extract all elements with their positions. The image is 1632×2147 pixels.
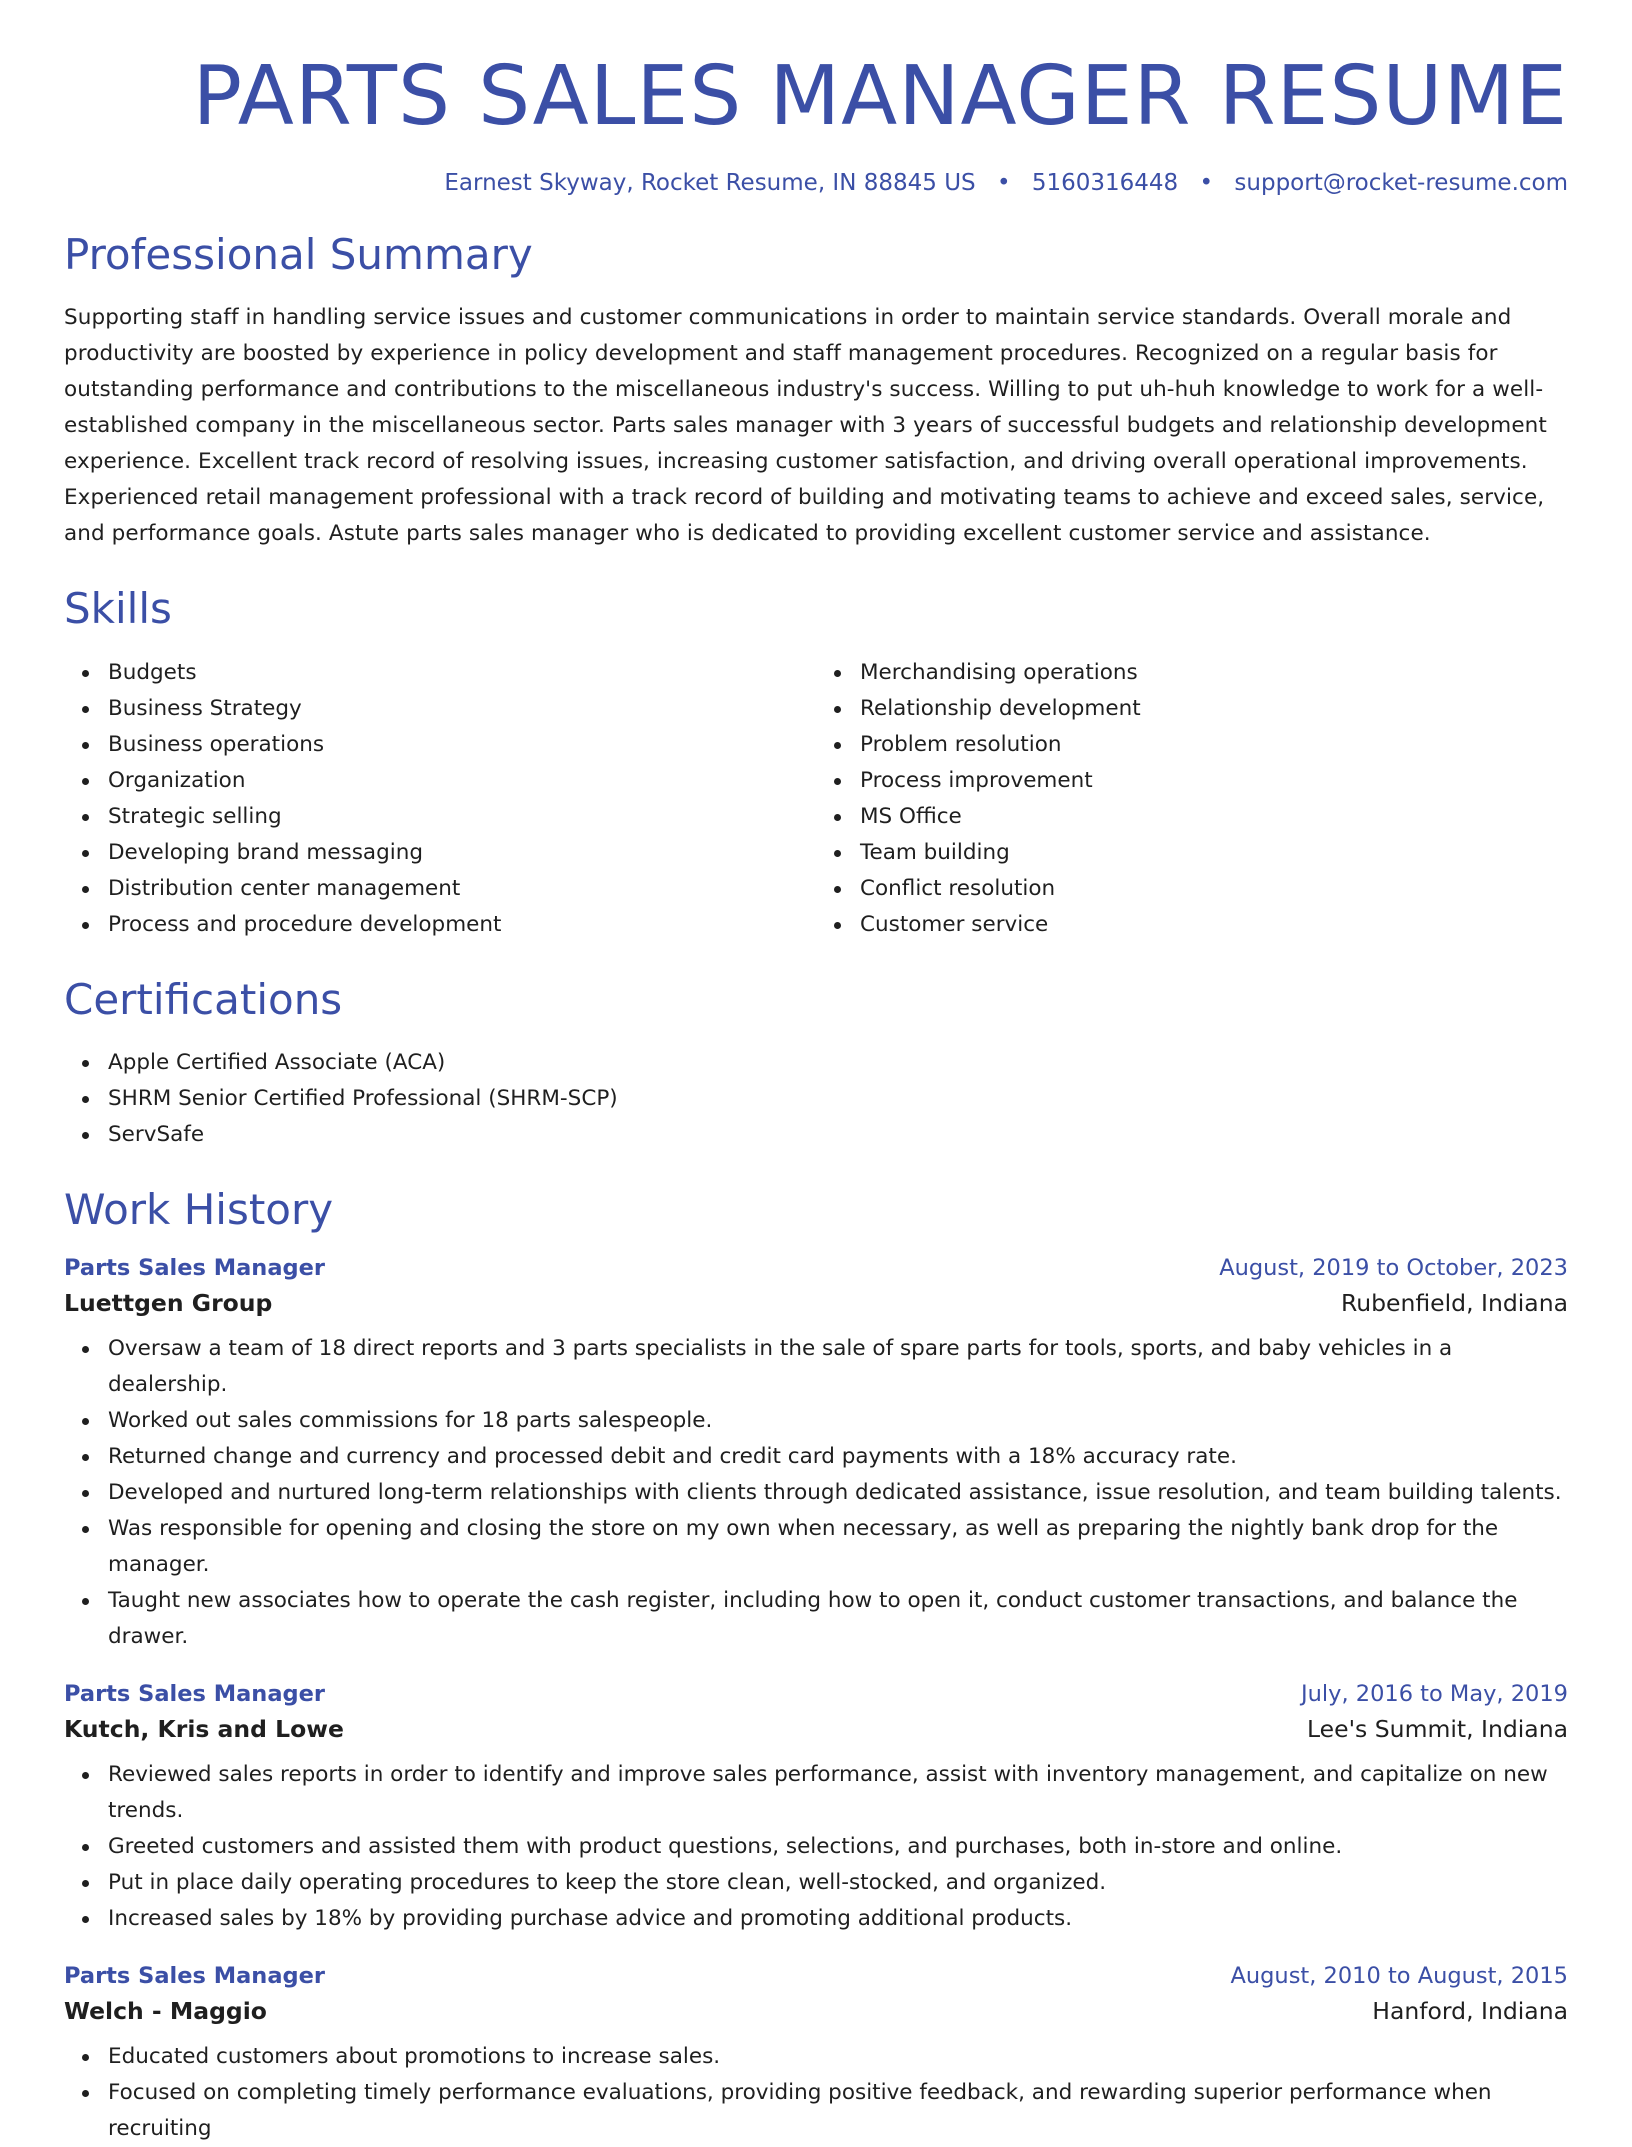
job-entry — [64, 1255, 1568, 1655]
job-bullet: Focused on completing timely performance evaluations, providing positive feedback, and rewarding superior performance when recruiting — [108, 2075, 1568, 2147]
job-entry — [64, 1963, 1568, 2147]
job-company-row — [64, 1997, 1568, 2025]
skills-heading: Skills — [64, 584, 172, 634]
summary-heading: Professional Summary — [64, 230, 533, 280]
contact-phone: 5160316448 — [1031, 170, 1179, 197]
job-bullet: Developed and nurtured long-term relationships with clients through dedicated assistance, issue resolution, and team building talents. — [108, 1475, 1568, 1511]
job-header-row — [64, 1963, 1568, 1989]
job-location: Lee's Summit, Indiana — [1306, 1714, 1568, 1743]
job-entry — [64, 1681, 1568, 1937]
skills-list-right — [816, 655, 1568, 943]
certifications-heading: Certifications — [64, 974, 343, 1024]
summary-text: Supporting staff in handling service issues and customer communications in order to maintain service standards. Overall morale and productivity are boosted by experience in policy development and staff management procedures. Recognized on a regular basis for outstanding performance and contributions to the miscellaneous industry's success. Willing to put uh-huh knowledge to work for a well-established company in the miscellaneous sector. Parts sales manager with 3 years of successful budgets and relationship development experience. Excellent track record of resolving issues, increasing customer satisfaction, and driving overall operational improvements. Experienced retail management professional with a track record of building and motivating teams to achieve and exceed sales, service, and performance goals. Astute parts sales manager who is dedicated to providing excellent customer service and assistance. — [64, 305, 1547, 547]
job-bullet: Educated customers about promotions to increase sales. — [108, 2039, 1568, 2075]
skill-item: Strategic selling — [108, 799, 816, 835]
skill-item: Business operations — [108, 727, 816, 763]
job-company: Luettgen Group — [64, 1288, 273, 1317]
skill-item: Organization — [108, 763, 816, 799]
skill-item: Business Strategy — [108, 691, 816, 727]
job-company: Kutch, Kris and Lowe — [64, 1714, 344, 1743]
skill-item: Budgets — [108, 655, 816, 691]
job-company-row — [64, 1715, 1568, 1743]
job-bullets — [64, 2039, 1568, 2147]
job-bullet: Was responsible for opening and closing the store on my own when necessary, as well as preparing the nightly bank drop for the manager. — [108, 1511, 1568, 1583]
job-bullet: Taught new associates how to operate the cash register, including how to open it, conduct customer transactions, and balance the drawer. — [108, 1583, 1568, 1655]
skill-item: Conflict resolution — [860, 871, 1568, 907]
job-bullets — [64, 1331, 1568, 1655]
work-history-heading: Work History — [64, 1184, 334, 1234]
contact-separator: • — [996, 170, 1011, 197]
job-location: Hanford, Indiana — [1372, 1996, 1568, 2025]
job-dates: July, 2016 to May, 2019 — [1300, 1680, 1568, 1707]
job-bullet: Worked out sales commissions for 18 parts salespeople. — [108, 1403, 1568, 1439]
contact-email: support@rocket-resume.com — [1234, 170, 1568, 197]
resume-title: PARTS SALES MANAGER RESUME — [192, 49, 1568, 144]
job-title: Parts Sales Manager — [64, 1680, 325, 1707]
skill-item: Distribution center management — [108, 871, 816, 907]
skill-item: Problem resolution — [860, 727, 1568, 763]
job-company-row — [64, 1289, 1568, 1317]
job-title: Parts Sales Manager — [64, 1254, 325, 1281]
job-location: Rubenfield, Indiana — [1340, 1288, 1568, 1317]
certification-item: SHRM Senior Certified Professional (SHRM-SCP) — [108, 1081, 1568, 1117]
skill-item: MS Office — [860, 799, 1568, 835]
skill-item: Team building — [860, 835, 1568, 871]
certification-item: ServSafe — [108, 1117, 1568, 1153]
job-bullet: Increased sales by 18% by providing purchase advice and promoting additional products. — [108, 1901, 1568, 1937]
job-bullets — [64, 1757, 1568, 1937]
job-dates: August, 2019 to October, 2023 — [1219, 1254, 1568, 1281]
skill-item: Developing brand messaging — [108, 835, 816, 871]
certifications-list — [64, 1045, 1568, 1153]
contact-separator: • — [1199, 170, 1214, 197]
job-bullet: Returned change and currency and processed debit and credit card payments with a 18% accuracy rate. — [108, 1439, 1568, 1475]
skill-item: Process improvement — [860, 763, 1568, 799]
job-header-row — [64, 1255, 1568, 1281]
skill-item: Relationship development — [860, 691, 1568, 727]
job-dates: August, 2010 to August, 2015 — [1230, 1962, 1568, 1989]
job-header-row — [64, 1681, 1568, 1707]
skill-item: Merchandising operations — [860, 655, 1568, 691]
skills-grid — [64, 655, 1568, 943]
job-bullet: Oversaw a team of 18 direct reports and 3 parts specialists in the sale of spare parts for tools, sports, and baby vehicles in a dealership. — [108, 1331, 1568, 1403]
job-bullet: Greeted customers and assisted them with product questions, selections, and purchases, both in-store and online. — [108, 1829, 1568, 1865]
job-title: Parts Sales Manager — [64, 1962, 325, 1989]
job-bullet: Put in place daily operating procedures to keep the store clean, well-stocked, and organized. — [108, 1865, 1568, 1901]
contact-line — [64, 170, 1568, 196]
job-bullet: Reviewed sales reports in order to identify and improve sales performance, assist with inventory management, and capitalize on new trends. — [108, 1757, 1568, 1829]
job-company: Welch - Maggio — [64, 1996, 267, 2025]
certification-item: Apple Certified Associate (ACA) — [108, 1045, 1568, 1081]
skill-item: Process and procedure development — [108, 907, 816, 943]
contact-address: Earnest Skyway, Rocket Resume, IN 88845 US — [444, 170, 976, 197]
skills-list-left — [64, 655, 816, 943]
skill-item: Customer service — [860, 907, 1568, 943]
